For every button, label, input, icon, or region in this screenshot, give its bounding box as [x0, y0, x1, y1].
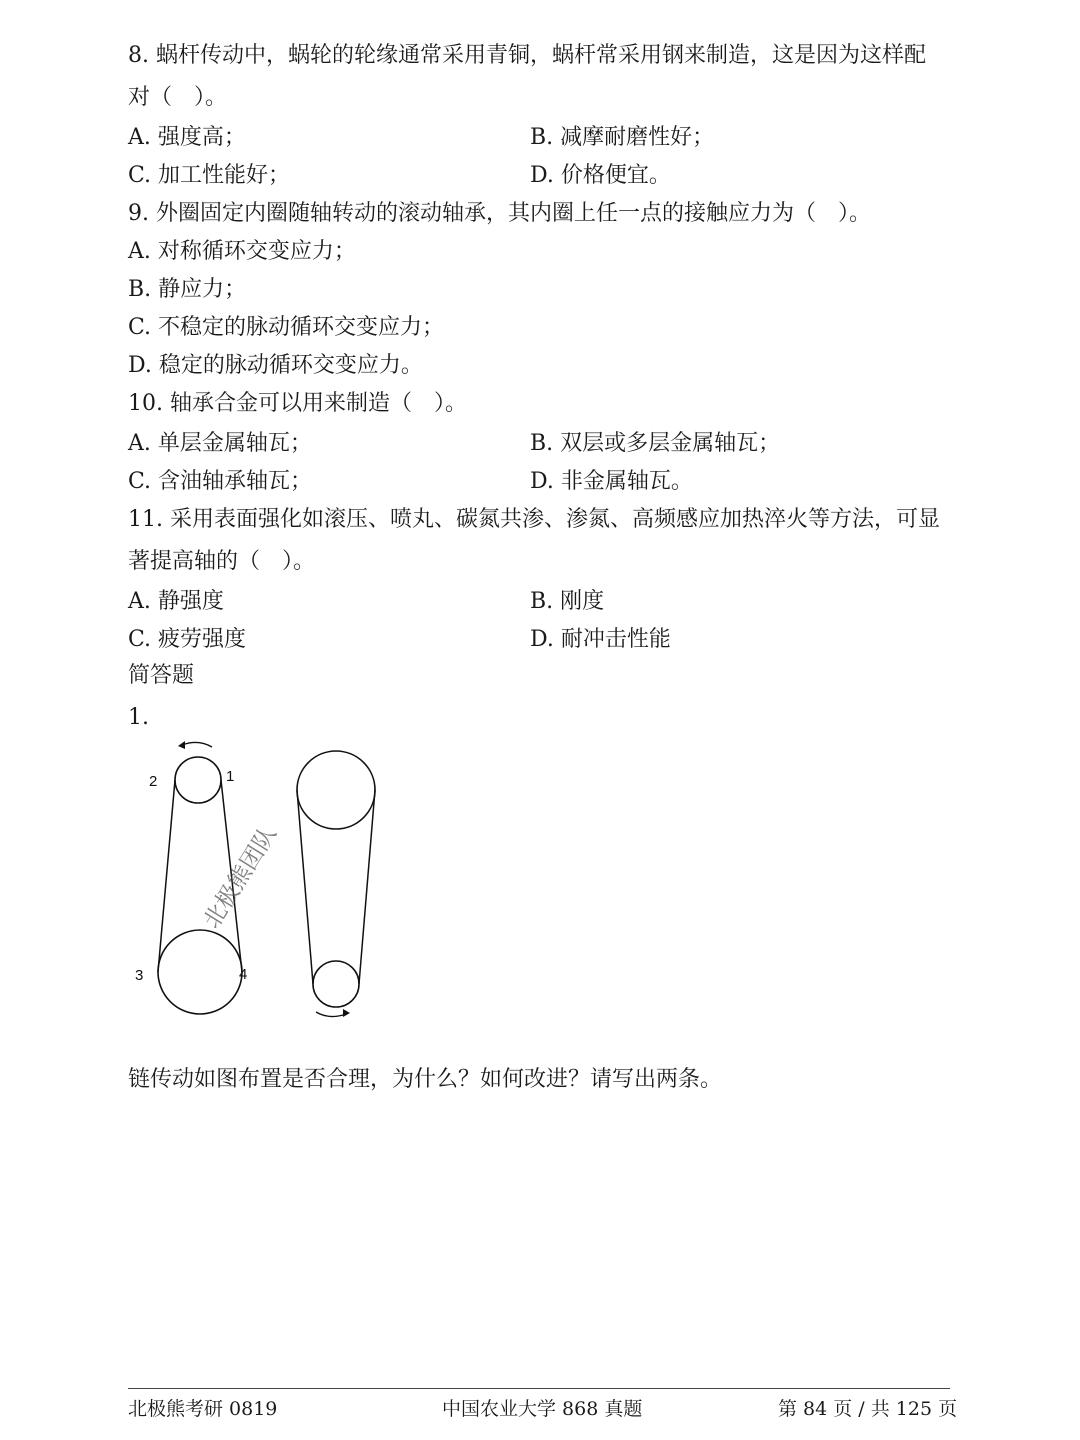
- q10-option-a: A. 单层金属轴瓦；: [128, 431, 312, 456]
- q11-option-d: D. 耐冲击性能: [530, 627, 671, 652]
- q10-option-c: C. 含油轴承轴瓦；: [128, 469, 313, 494]
- footer-center: 中国农业大学 868 真题: [442, 1398, 643, 1420]
- q8-stem-line2: 对（ ）。: [128, 85, 228, 110]
- label-1: 1: [226, 768, 235, 785]
- chain-drive-figure: [120, 730, 400, 1030]
- watermark-text: 北极熊团队: [199, 821, 283, 934]
- q8-option-b: B. 减摩耐磨性好；: [530, 125, 715, 150]
- short-question-text: 链传动如图布置是否合理，为什么？如何改进？请写出两条。: [128, 1067, 723, 1092]
- rotation-arrowhead-bottom: [343, 1009, 350, 1017]
- sprocket-large-top-right: [297, 751, 375, 829]
- sprocket-small-top-left: [175, 757, 221, 803]
- label-3: 3: [135, 967, 144, 984]
- footer-left: 北极熊考研 0819: [128, 1398, 278, 1420]
- chain-strand: [158, 780, 175, 972]
- q9-option-c: C. 不稳定的脉动循环交变应力；: [128, 315, 445, 340]
- q9-stem: 9. 外圈固定内圈随轴转动的滚动轴承，其内圈上任一点的接触应力为（ ）。: [128, 201, 871, 226]
- rotation-arrowhead-top: [178, 741, 185, 749]
- q8-stem-line1: 8. 蜗杆传动中，蜗轮的轮缘通常采用青铜，蜗杆常采用钢来制造，这是因为这样配: [128, 43, 926, 68]
- label-2: 2: [149, 773, 158, 790]
- q11-stem-line1: 11. 采用表面强化如滚压、喷丸、碳氮共渗、渗氮、高频感应加热淬火等方法，可显: [128, 507, 940, 532]
- short-question-number: 1.: [128, 705, 149, 730]
- q10-stem: 10. 轴承合金可以用来制造（ ）。: [128, 391, 467, 416]
- footer-page-number: 第 84 页 / 共 125 页: [778, 1398, 958, 1420]
- q9-option-a: A. 对称循环交变应力；: [128, 239, 356, 264]
- q11-option-b: B. 刚度: [530, 589, 605, 614]
- q8-option-a: A. 强度高；: [128, 125, 246, 150]
- q8-option-d: D. 价格便宜。: [530, 163, 671, 188]
- q11-option-a: A. 静强度: [128, 589, 224, 614]
- q11-option-c: C. 疲劳强度: [128, 627, 247, 652]
- q8-option-c: C. 加工性能好；: [128, 163, 291, 188]
- section-title: 简答题: [128, 663, 195, 688]
- q9-option-b: B. 静应力；: [128, 277, 247, 302]
- footer-divider: [128, 1388, 950, 1389]
- q10-option-d: D. 非金属轴瓦。: [530, 469, 693, 494]
- q11-stem-line2: 著提高轴的（ ）。: [128, 549, 316, 574]
- sprocket-large-bottom-left: [158, 930, 242, 1014]
- sprocket-small-bottom-right: [313, 961, 359, 1007]
- label-4: 4: [239, 966, 248, 983]
- rotation-arrow-bottom: [316, 1012, 346, 1017]
- rotation-arrow-top: [182, 742, 212, 747]
- q10-option-b: B. 双层或多层金属轴瓦；: [530, 431, 781, 456]
- q9-option-d: D. 稳定的脉动循环交变应力。: [128, 353, 423, 378]
